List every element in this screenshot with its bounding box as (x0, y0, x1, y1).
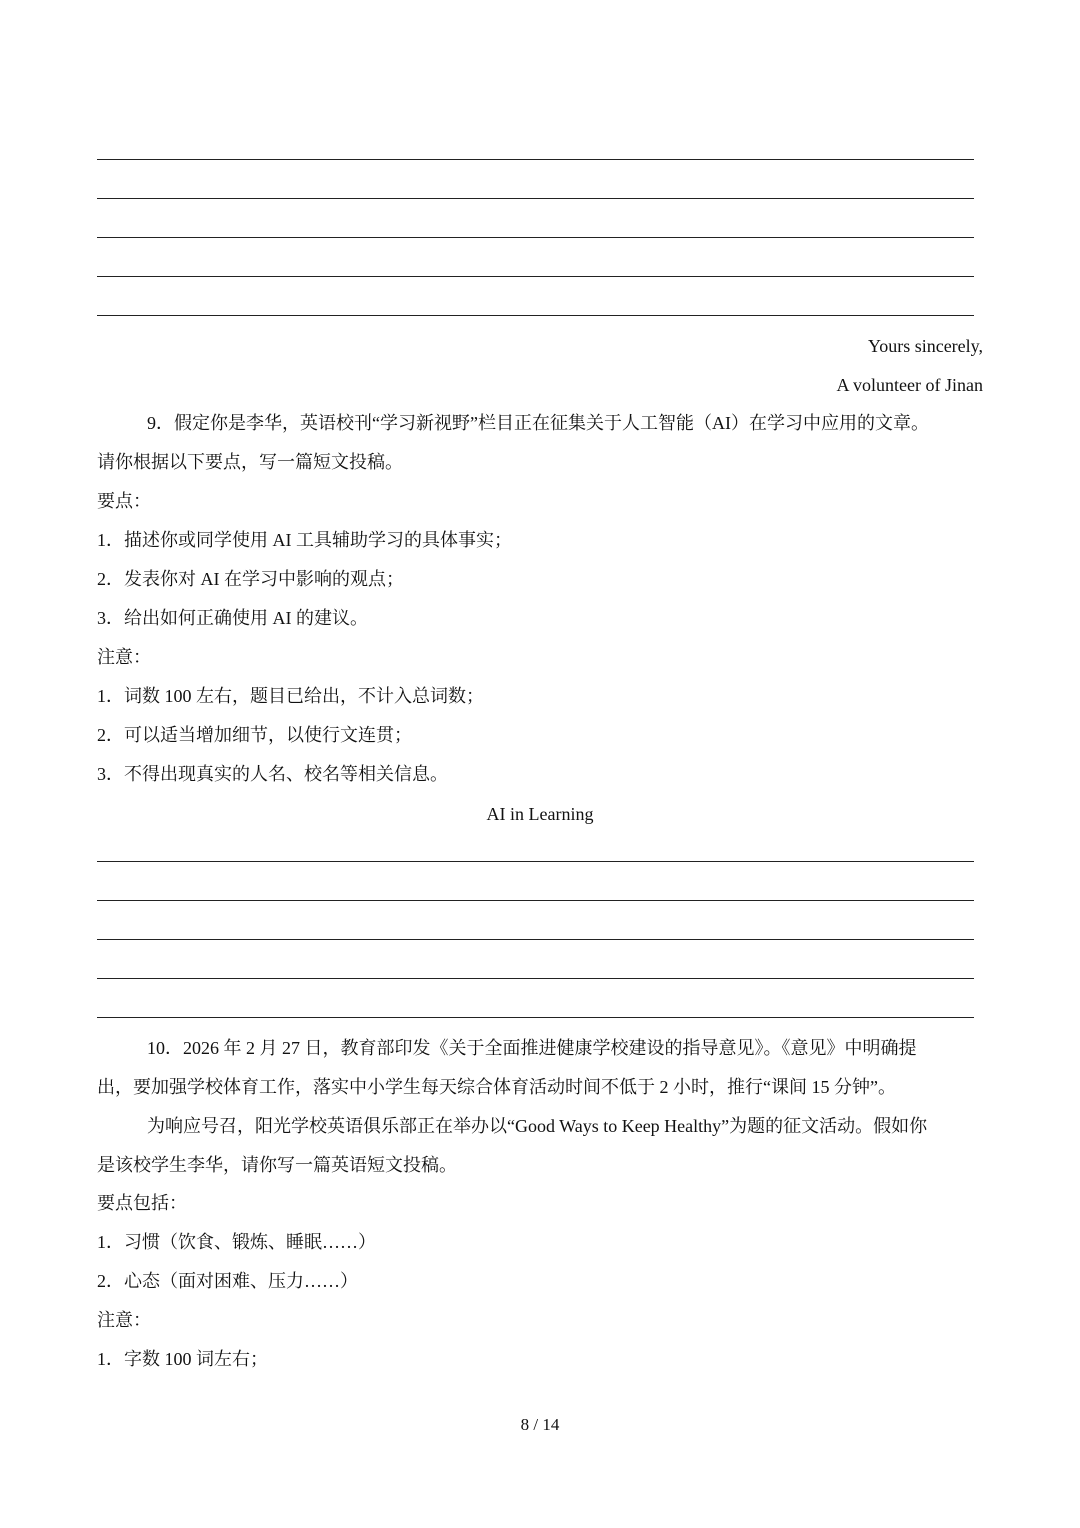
answer-line[interactable] (97, 861, 974, 862)
q10-intro-line-2: 出，要加强学校体育工作，落实中小学生每天综合体育活动时间不低于 2 小时，推行“课间 15 分钟”。 (97, 1077, 896, 1097)
answer-line[interactable] (97, 1017, 974, 1018)
q9-essay-title: AI in Learning (486, 804, 594, 824)
q10-points-heading: 要点包括： (97, 1193, 187, 1213)
answer-line[interactable] (97, 237, 974, 238)
q9-intro-line-2: 请你根据以下要点，写一篇短文投稿。 (97, 452, 403, 472)
answer-line[interactable] (97, 939, 974, 940)
q9-note-1: 1．词数 100 左右，题目已给出，不计入总词数； (97, 686, 484, 706)
q9-intro-line-1: 9．假定你是李华，英语校刊“学习新视野”栏目正在征集关于人工智能（AI）在学习中应用的文章。 (147, 413, 929, 433)
answer-line[interactable] (97, 978, 974, 979)
q10-intro-line-3: 为响应号召，阳光学校英语俱乐部正在举办以“Good Ways to Keep Healthy”为题的征文活动。假如你 (147, 1116, 928, 1136)
q9-note-3: 3．不得出现真实的人名、校名等相关信息。 (97, 764, 448, 784)
answer-line[interactable] (97, 900, 974, 901)
q10-intro-line-4: 是该校学生李华，请你写一篇英语短文投稿。 (97, 1155, 457, 1175)
q9-point-3: 3．给出如何正确使用 AI 的建议。 (97, 608, 368, 628)
letter-signature: A volunteer of Jinan (836, 375, 983, 395)
q9-point-1: 1．描述你或同学使用 AI 工具辅助学习的具体事实； (97, 530, 512, 550)
answer-line[interactable] (97, 198, 974, 199)
q9-notes-heading: 注意： (97, 647, 151, 667)
q9-note-2: 2．可以适当增加细节，以使行文连贯； (97, 725, 412, 745)
q10-point-2: 2．心态（面对困难、压力……） (97, 1271, 358, 1291)
q10-intro-line-1: 10．2026 年 2 月 27 日，教育部印发《关于全面推进健康学校建设的指导意见》。《意见》中明确提 (147, 1038, 917, 1058)
q10-notes-heading: 注意： (97, 1310, 151, 1330)
letter-sign-off: Yours sincerely, (868, 336, 983, 356)
answer-line[interactable] (97, 276, 974, 277)
answer-line[interactable] (97, 315, 974, 316)
page-number: 8 / 14 (520, 1415, 560, 1434)
q10-note-1: 1．字数 100 词左右； (97, 1349, 268, 1369)
q9-point-2: 2．发表你对 AI 在学习中影响的观点； (97, 569, 404, 589)
answer-line[interactable] (97, 159, 974, 160)
q9-points-heading: 要点： (97, 491, 151, 511)
q10-point-1: 1．习惯（饮食、锻炼、睡眠……） (97, 1232, 376, 1252)
